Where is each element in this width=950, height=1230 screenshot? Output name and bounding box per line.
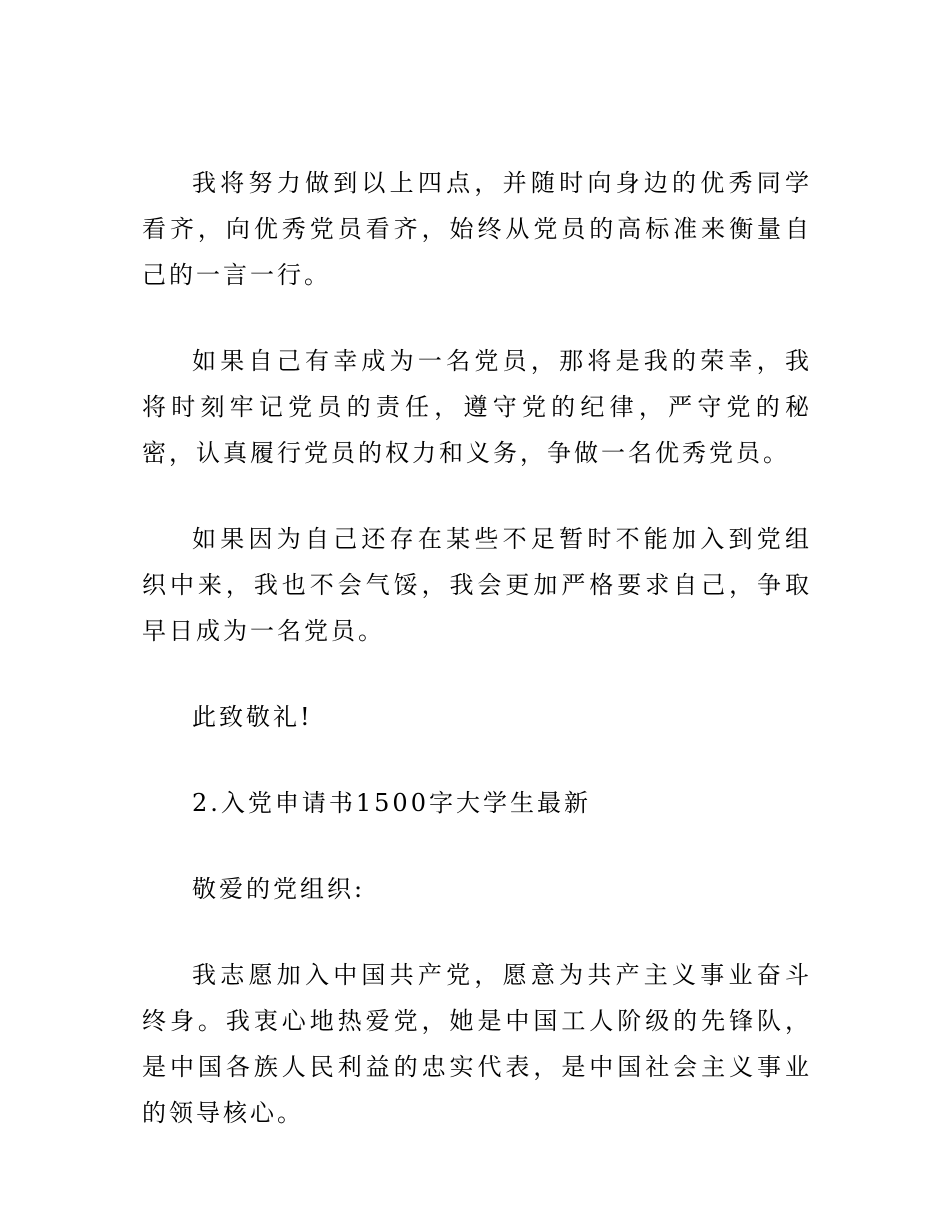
- paragraph-not-discouraged: 如果因为自己还存在某些不足暂时不能加入到党组织中来，我也不会气馁，我会更加严格要求自己，争取早日成为一名党员。: [142, 525, 812, 645]
- paragraph-commitment: 我将努力做到以上四点，并随时向身边的优秀同学看齐，向优秀党员看齐，始终从党员的高标准来衡量自己的一言一行。: [142, 169, 812, 289]
- section-heading: 2.入党申请书1500字大学生最新: [192, 789, 591, 817]
- paragraph-salutation: 此致敬礼!: [192, 703, 313, 731]
- paragraph-application: 我志愿加入中国共产党，愿意为共产主义事业奋斗终身。我衷心地热爱党，她是中国工人阶级的先锋队，是中国各族人民利益的忠实代表，是中国社会主义事业的领导核心。: [142, 961, 812, 1127]
- greeting: 敬爱的党组织:: [192, 875, 366, 903]
- document-body: [142, 160, 812, 1176]
- paragraph-honor: 如果自己有幸成为一名党员，那将是我的荣幸，我将时刻牢记党员的责任，遵守党的纪律，严守党的秘密，认真履行党员的权力和义务，争做一名优秀党员。: [142, 347, 812, 467]
